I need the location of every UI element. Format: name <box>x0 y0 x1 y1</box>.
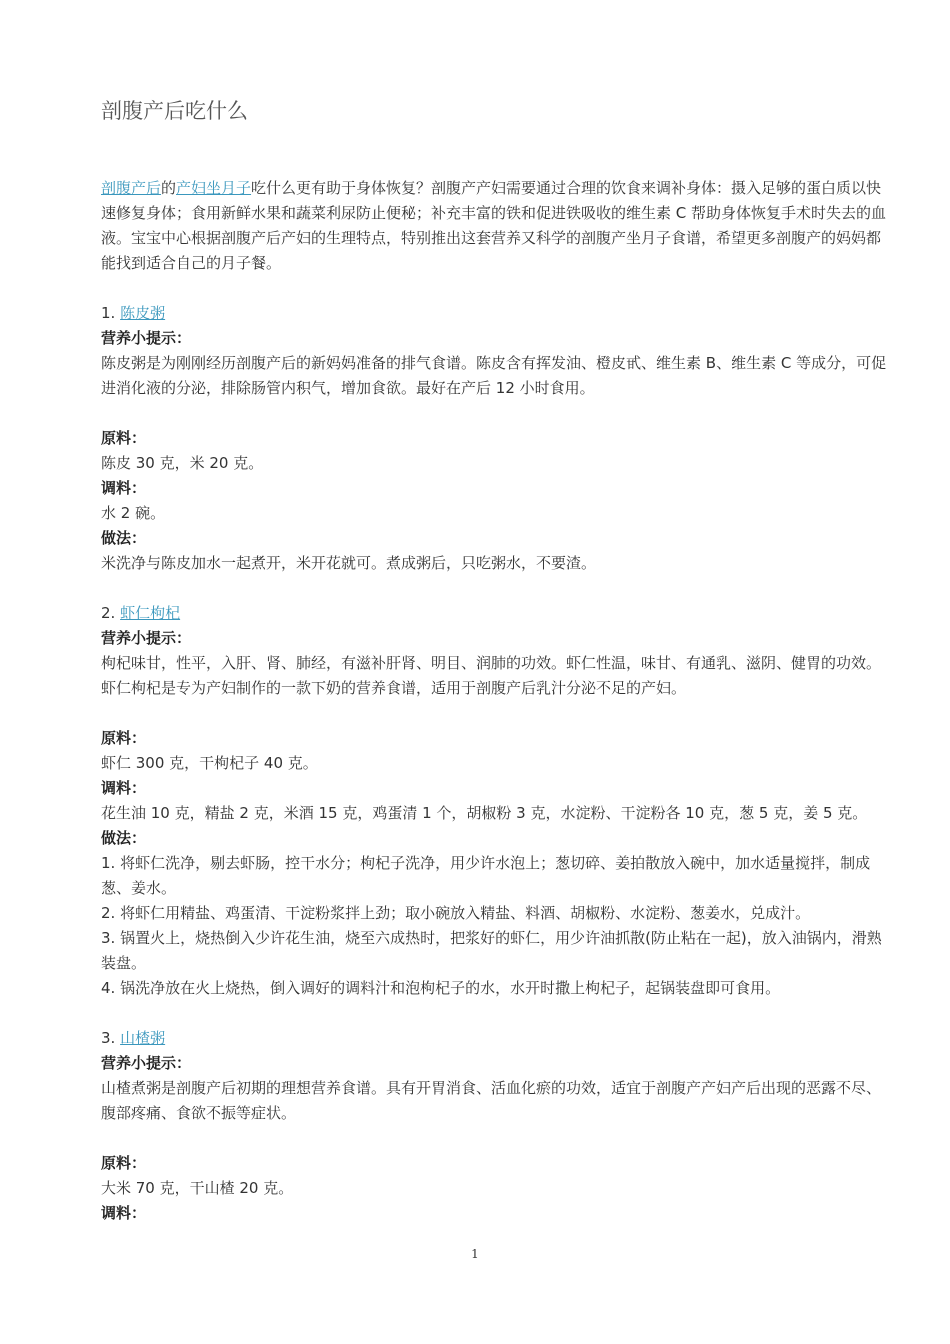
recipe-2-tip: 枸杞味甘，性平，入肝、肾、肺经，有滋补肝肾、明目、润肺的功效。虾仁性温，味甘、有通乳、滋阴、健胃的功效。虾仁枸杞是专为产妇制作的一款下奶的营养食谱，适用于剖腹产后乳汁分泌不足的产妇。 <box>101 654 882 697</box>
recipe-2-heading <box>101 601 891 626</box>
recipe-3-heading <box>101 1026 891 1051</box>
recipe-2-link[interactable]: 虾仁枸杞 <box>120 604 181 622</box>
recipe-1-tip-label: 营养小提示： <box>101 329 192 347</box>
recipe-2-method-step-2: 2. 将虾仁用精盐、鸡蛋清、干淀粉浆拌上劲；取小碗放入精盐、料酒、胡椒粉、水淀粉、葱姜水，兑成汁。 <box>101 904 811 922</box>
recipe-1-method-label: 做法： <box>101 529 147 547</box>
page-number: 1 <box>471 1247 479 1261</box>
recipe-1-number: 1. <box>101 304 116 322</box>
recipe-2-tip-label: 营养小提示： <box>101 629 192 647</box>
recipe-2-method-step-4: 4. 锅洗净放在火上烧热，倒入调好的调料汁和泡枸杞子的水，水开时撒上枸杞子，起锅装盘即可食用。 <box>101 979 781 997</box>
recipe-3-ingredients-label: 原料： <box>101 1154 147 1172</box>
recipe-2-seasoning-label: 调料： <box>101 779 147 797</box>
article-body <box>101 176 891 1226</box>
recipe-1-seasoning-label: 调料： <box>101 479 147 497</box>
recipe-1-ingredients-label: 原料： <box>101 429 147 447</box>
recipe-3-number: 3. <box>101 1029 116 1047</box>
intro-text-1: 的 <box>161 179 177 197</box>
recipe-1-link[interactable]: 陈皮粥 <box>120 304 166 322</box>
recipe-2-ingredients: 虾仁 300 克，干枸杞子 40 克。 <box>101 754 318 772</box>
recipe-3-link[interactable]: 山楂粥 <box>120 1029 166 1047</box>
recipe-1-ingredients: 陈皮 30 克，米 20 克。 <box>101 454 264 472</box>
recipe-2-ingredients-label: 原料： <box>101 729 147 747</box>
recipe-1-heading <box>101 301 891 326</box>
recipe-3-tip-label: 营养小提示： <box>101 1054 192 1072</box>
recipe-2-method-step-3: 3. 锅置火上，烧热倒入少许花生油，烧至六成热时，把浆好的虾仁，用少许油抓散(防止粘在一起)，放入油锅内，滑熟装盘。 <box>101 929 882 972</box>
recipe-1-tip: 陈皮粥是为刚刚经历剖腹产后的新妈妈准备的排气食谱。陈皮含有挥发油、橙皮甙、维生素 B、维生素 C 等成分，可促进消化液的分泌，排除肠管内积气，增加食欲。最好在产后 12 小时食用。 <box>101 354 887 397</box>
recipe-2-method-label: 做法： <box>101 829 147 847</box>
recipe-1-seasoning: 水 2 碗。 <box>101 504 166 522</box>
recipe-3-ingredients: 大米 70 克，干山楂 20 克。 <box>101 1179 294 1197</box>
intro-text-2: 吃什么更有助于身体恢复？剖腹产产妇需要通过合理的饮食来调补身体：摄入足够的蛋白质以快速修复身体；食用新鲜水果和蔬菜利尿防止便秘；补充丰富的铁和促进铁吸收的维生素 C 帮助身体恢复手术时失去的血液。宝宝中心根据剖腹产后产妇的生理特点，特别推出这套营养又科学的剖腹产坐月子食谱，希望更多剖腹产的妈妈都能找到适合自己的月子餐。 <box>101 179 887 272</box>
page-title: 剖腹产后吃什么 <box>101 99 248 123</box>
recipe-1-method-step: 米洗净与陈皮加水一起煮开，米开花就可。煮成粥后，只吃粥水，不要渣。 <box>101 554 597 572</box>
recipe-3-tip: 山楂煮粥是剖腹产后初期的理想营养食谱。具有开胃消食、活血化瘀的功效，适宜于剖腹产产妇产后出现的恶露不尽、腹部疼痛、食欲不振等症状。 <box>101 1079 882 1122</box>
recipe-3-seasoning-label: 调料： <box>101 1204 147 1222</box>
intro-paragraph <box>101 176 891 276</box>
recipe-2-seasoning: 花生油 10 克，精盐 2 克，米酒 15 克，鸡蛋清 1 个，胡椒粉 3 克，水淀粉、干淀粉各 10 克，葱 5 克，姜 5 克。 <box>101 804 868 822</box>
recipe-2-method-step-1: 1. 将虾仁洗净，剔去虾肠，控干水分；枸杞子洗净，用少许水泡上；葱切碎、姜拍散放入碗中，加水适量搅拌，制成葱、姜水。 <box>101 854 871 897</box>
link-pouf-chanhou[interactable]: 剖腹产后 <box>101 179 162 197</box>
link-chanfu-zuoyuezi[interactable]: 产妇坐月子 <box>176 179 252 197</box>
recipe-2-number: 2. <box>101 604 116 622</box>
